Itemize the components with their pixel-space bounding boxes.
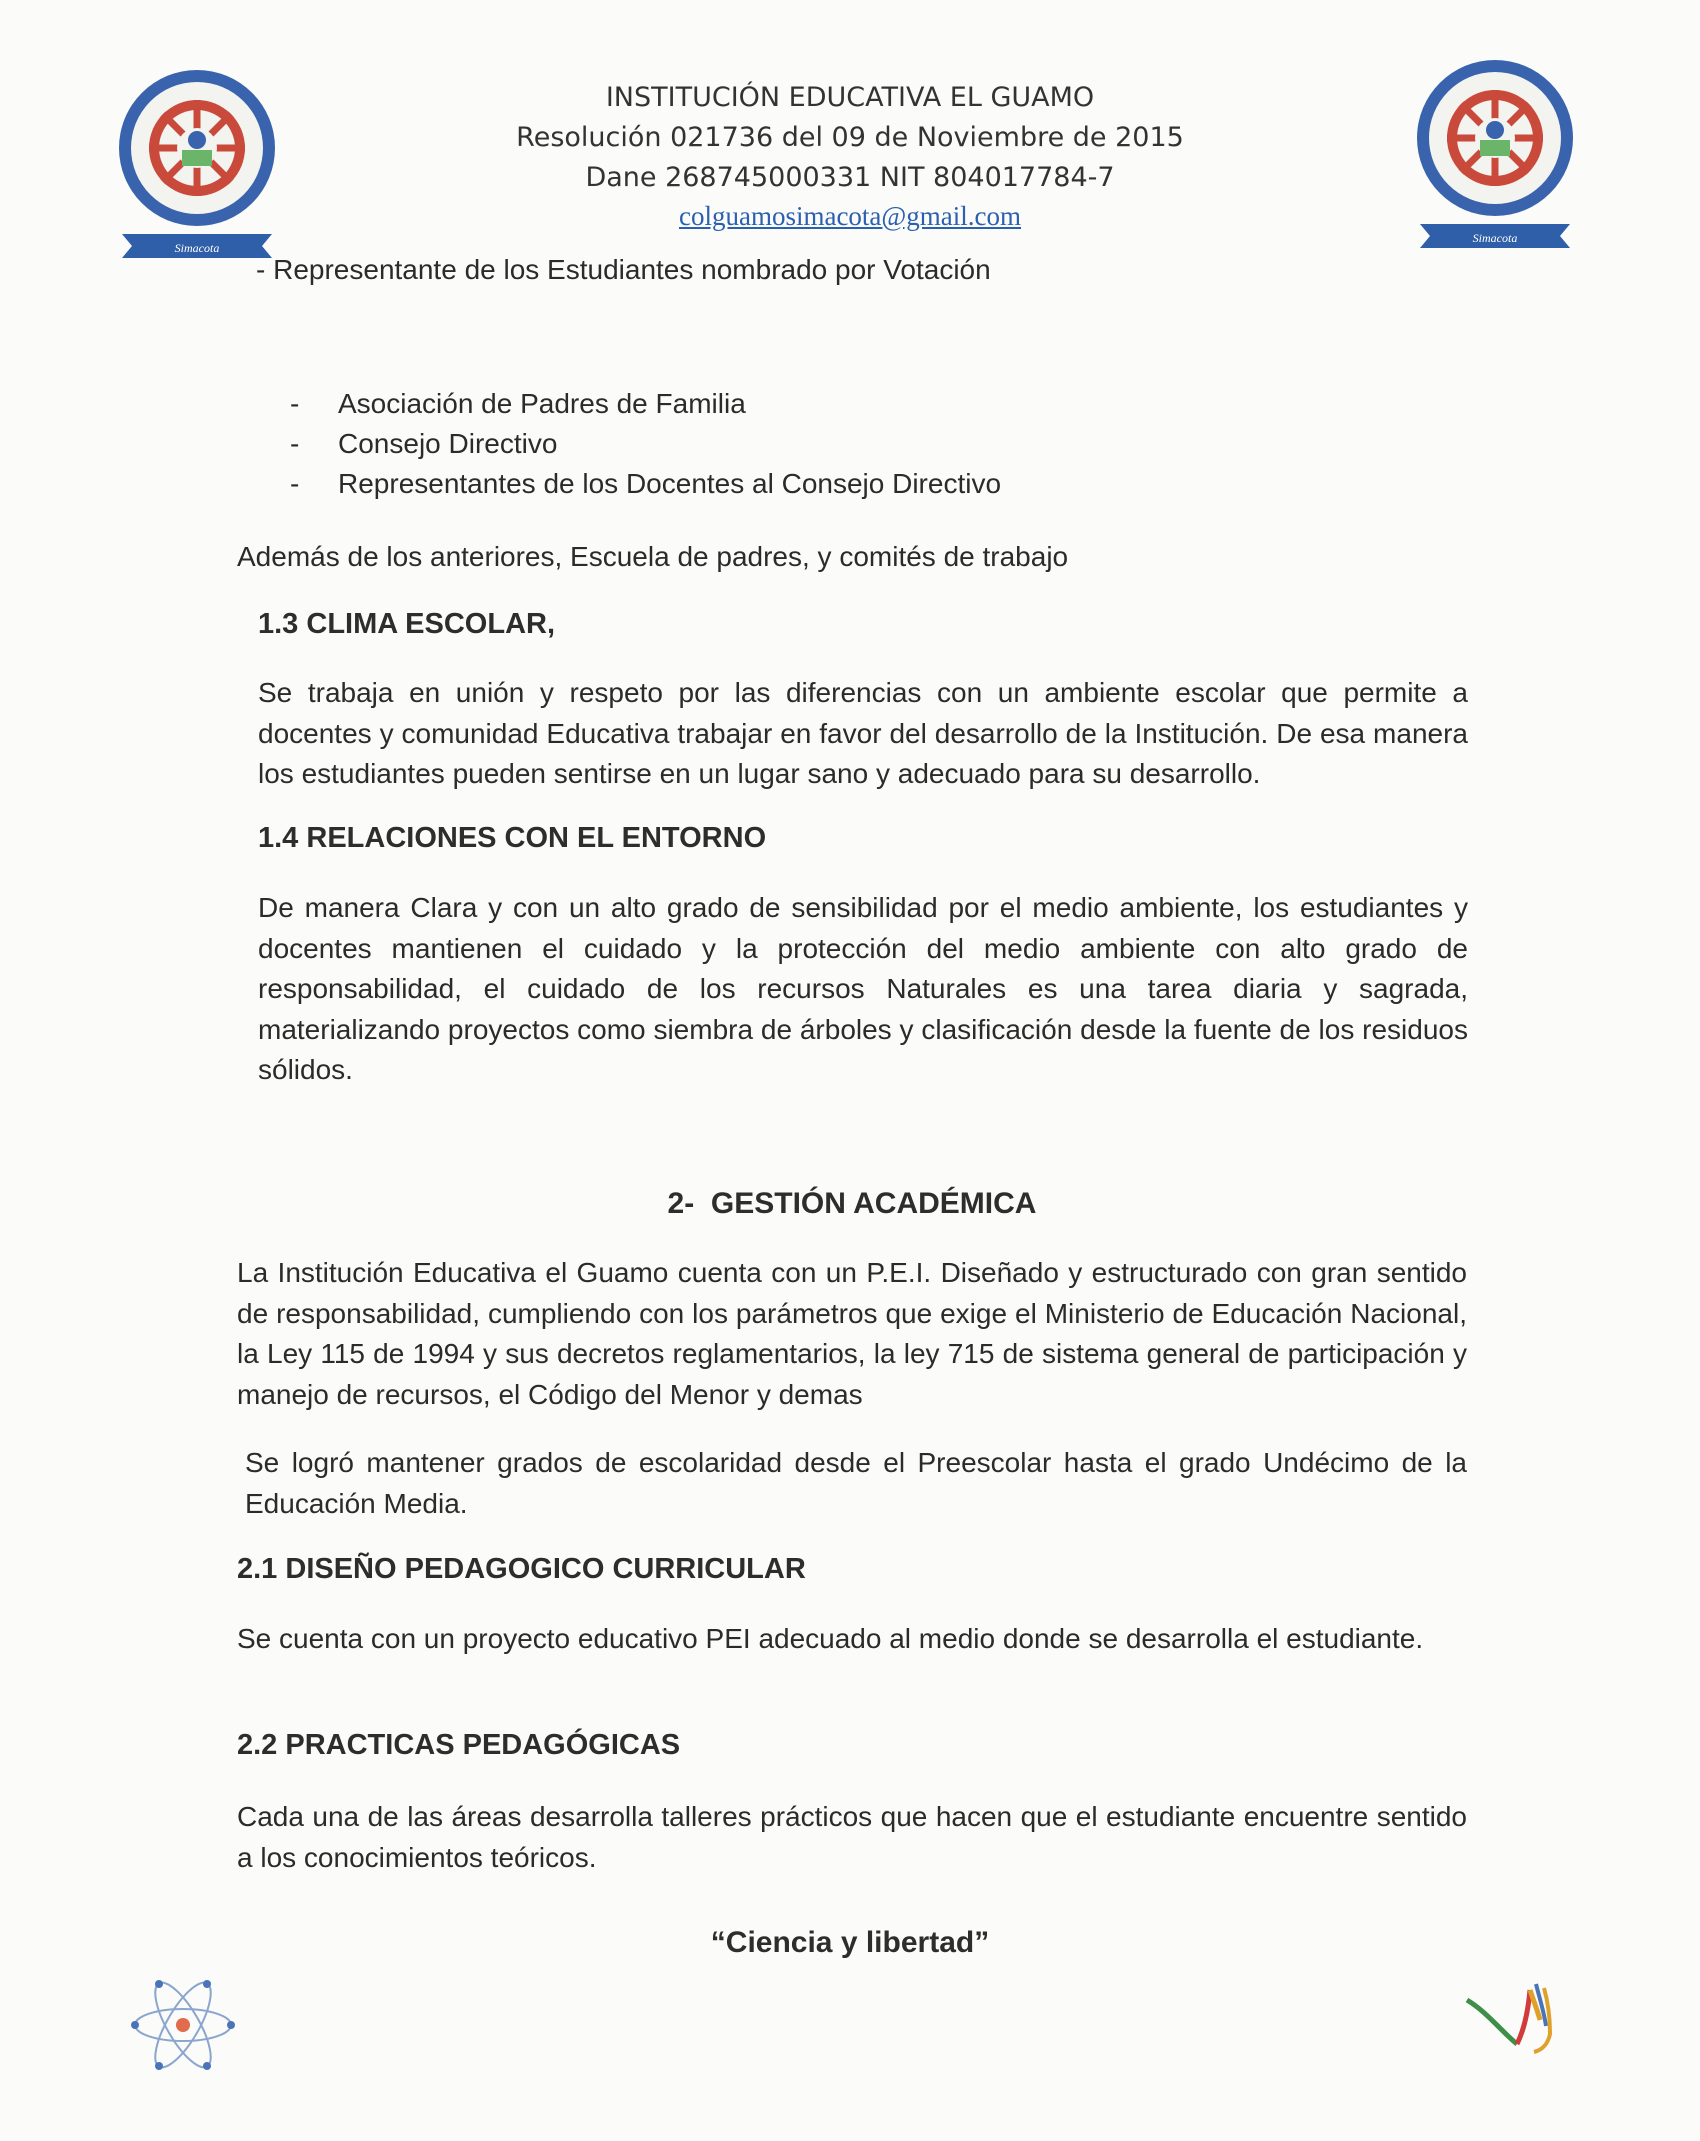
- list-item-label: Consejo Directivo: [338, 428, 558, 459]
- motto: “Ciencia y libertad”: [710, 1926, 990, 1959]
- list-item: [290, 428, 1190, 468]
- paragraph-relaciones-entorno: De manera Clara y con un alto grado de sensibilidad por el medio ambiente, los estudiantes y docentes mantienen el cuidado y la protección del medio ambiente con alto grado de responsabilidad, el cuidado de los recursos Naturales es una tarea diaria y sagrada, materializando proyectos como siembra de árboles y clasificación desde la fuente de los residuos sólidos.: [258, 892, 1468, 1085]
- heading-clima-escolar: 1.3 CLIMA ESCOLAR,: [258, 608, 556, 640]
- logo-banner-left: Simacota: [174, 241, 220, 255]
- paragraph-diseno-pedagogico: Se cuenta con un proyecto educativo PEI adecuado al medio donde se desarrolla el estudiante.: [237, 1623, 1424, 1654]
- paragraph-gestion-academica: La Institución Educativa el Guamo cuenta con un P.E.I. Diseñado y estructurado con gran sentido de responsabilidad, cumpliendo con los parámetros que exige el Ministerio de Educación Nacional, la Ley 115 de 1994 y sus decretos reglamentarios, la ley 715 de sistema general de participación y manejo de recursos, el Código del Menor y demas: [237, 1257, 1467, 1410]
- email-link[interactable]: colguamosimacota@gmail.com: [678, 201, 1022, 231]
- list-item: [290, 388, 1190, 428]
- list-item-label: Representantes de los Docentes al Consejo Directivo: [338, 468, 1002, 499]
- logo-banner-right: Simacota: [1472, 231, 1518, 245]
- additional-paragraph: Además de los anteriores, Escuela de padres, y comités de trabajo: [237, 541, 1069, 572]
- intro-line: - Representante de los Estudiantes nombrado por Votación: [256, 254, 991, 285]
- heading-relaciones-entorno: 1.4 RELACIONES CON EL ENTORNO: [258, 822, 767, 854]
- institution-name: INSTITUCIÓN EDUCATIVA EL GUAMO: [605, 82, 1095, 113]
- bullet-marker: -: [290, 388, 300, 419]
- bullet-marker: -: [290, 468, 300, 499]
- paragraph-escolaridad: Se logró mantener grados de escolaridad desde el Preescolar hasta el grado Undécimo de la Educación Media.: [245, 1447, 1467, 1519]
- list-item-label: Asociación de Padres de Familia: [338, 388, 746, 419]
- paragraph-practicas-pedagogicas: Cada una de las áreas desarrolla talleres prácticos que hacen que el estudiante encuentre sentido a los conocimientos teóricos.: [237, 1801, 1467, 1873]
- heading-gestion-academica: 2- GESTIÓN ACADÉMICA: [667, 1187, 1037, 1220]
- paragraph-clima-escolar: Se trabaja en unión y respeto por las diferencias con un ambiente escolar que permite a docentes y comunidad Educativa trabajar en favor del desarrollo de la Institución. De esa manera los estudiantes pueden sentirse en un lugar sano y adecuado para su desarrollo.: [258, 677, 1468, 789]
- heading-diseno-pedagogico: 2.1 DISEÑO PEDAGOGICO CURRICULAR: [237, 1553, 806, 1585]
- resolution-line: Resolución 021736 del 09 de Noviembre de 2015: [516, 122, 1184, 153]
- list-item: [290, 468, 1190, 508]
- atom-icon: [128, 1970, 238, 2080]
- heading-practicas-pedagogicas: 2.2 PRACTICAS PEDAGÓGICAS: [237, 1729, 681, 1761]
- bullet-marker: -: [290, 428, 300, 459]
- hand-icon: [1462, 1972, 1562, 2062]
- dane-nit-line: Dane 268745000331 NIT 804017784-7: [585, 162, 1115, 193]
